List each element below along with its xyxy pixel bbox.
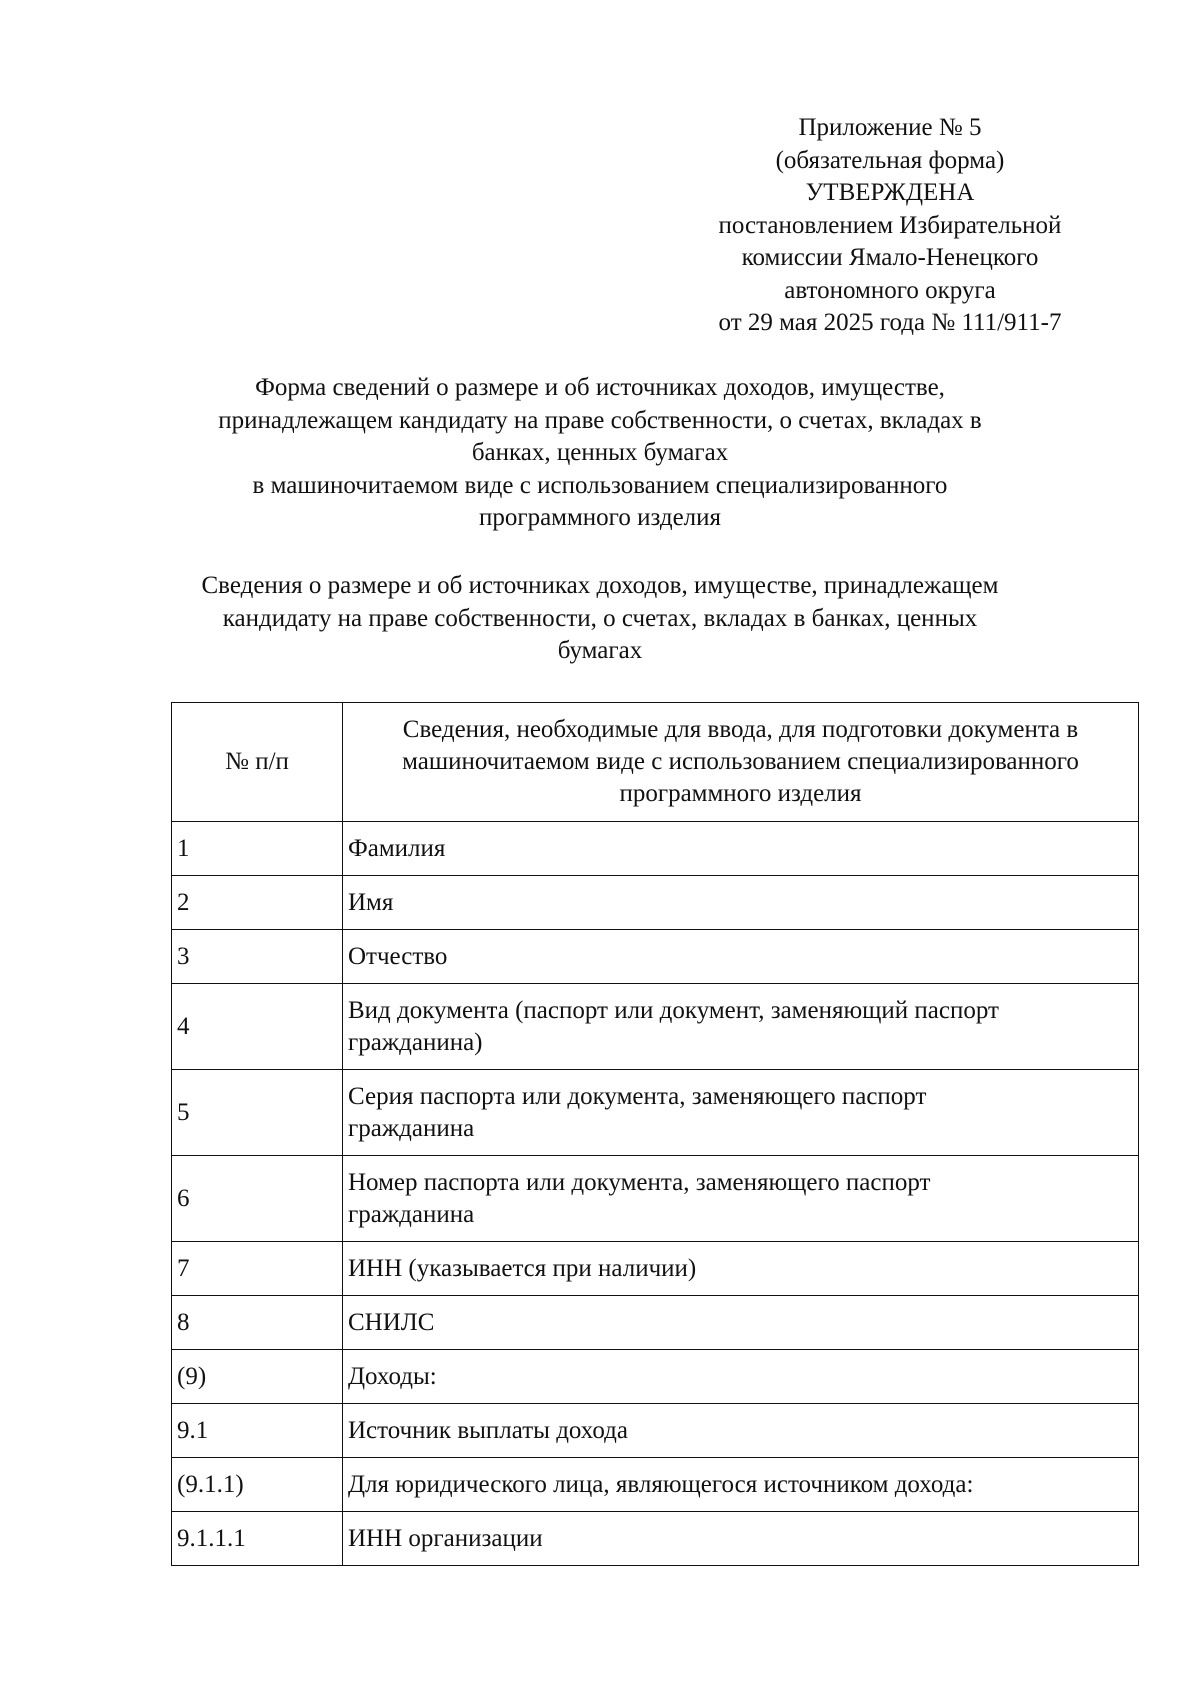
table-row (172, 1404, 1139, 1458)
data-fields-table (171, 702, 1139, 1566)
row-desc (343, 876, 1139, 930)
header-desc-line: программного изделия (619, 780, 862, 807)
row-num: 5 (172, 1070, 343, 1156)
row-desc-line: Источник выплаты дохода (348, 1416, 628, 1444)
table-row (172, 822, 1139, 876)
table-row (172, 1350, 1139, 1404)
row-desc (343, 1156, 1139, 1242)
form-title-line: программного изделия (478, 504, 722, 531)
header-desc-cell (343, 703, 1139, 822)
table-row (172, 876, 1139, 930)
row-desc-line: Отчество (348, 942, 448, 970)
table-row (172, 1512, 1139, 1566)
row-desc-line: Вид документа (паспорт или документ, заменяющий паспорт (348, 996, 999, 1024)
table-row (172, 1070, 1139, 1156)
appendix-line: Приложение № 5 (798, 114, 982, 141)
row-num: 4 (172, 984, 343, 1070)
appendix-line: автономного округа (784, 276, 996, 304)
row-desc (343, 1296, 1139, 1350)
section-title-line: кандидату на праве собственности, о счетах, вкладах в банках, ценных (222, 604, 978, 632)
section-title-line: Сведения о размере и об источниках доходов, имуществе, принадлежащем (201, 572, 999, 599)
row-num: 6 (172, 1156, 343, 1242)
form-title-line: в машиночитаемом виде с использованием специализированного (252, 471, 948, 499)
row-desc-line: Серия паспорта или документа, заменяющего паспорт (348, 1082, 927, 1110)
appendix-approval-block (660, 112, 1120, 340)
table-header-row (172, 703, 1139, 822)
table-row (172, 984, 1139, 1070)
row-num: 2 (172, 876, 343, 930)
row-desc-line: Имя (348, 888, 394, 916)
table-row (172, 930, 1139, 984)
section-title (150, 570, 1050, 668)
row-desc (343, 822, 1139, 876)
row-desc-line: ИНН организации (348, 1524, 543, 1552)
row-desc-line: гражданина (348, 1200, 475, 1228)
row-num: 3 (172, 930, 343, 984)
table-row (172, 1156, 1139, 1242)
header-desc-line: Сведения, необходимые для ввода, для подготовки документа в (402, 716, 1079, 743)
row-desc (343, 1350, 1139, 1404)
row-desc (343, 930, 1139, 984)
table-row (172, 1242, 1139, 1296)
form-title-line: банках, ценных бумагах (471, 439, 729, 466)
row-desc-line: Фамилия (348, 834, 446, 862)
table-row (172, 1296, 1139, 1350)
row-num: 9.1 (172, 1404, 343, 1458)
row-num: (9.1.1) (172, 1458, 343, 1512)
appendix-line: (обязательная форма) (775, 146, 1005, 174)
row-desc-line: Для юридического лица, являющегося источником дохода: (348, 1470, 974, 1498)
header-num-cell (172, 703, 343, 822)
appendix-line: УТВЕРЖДЕНА (805, 179, 975, 206)
appendix-line: комиссии Ямало-Ненецкого (741, 244, 1039, 271)
form-title-line: Форма сведений о размере и об источниках доходов, имуществе, (255, 374, 945, 401)
row-desc (343, 1512, 1139, 1566)
section-title-line: бумагах (557, 637, 643, 664)
form-title (150, 372, 1050, 535)
header-num: № п/п (225, 748, 289, 775)
row-desc-line: гражданина (348, 1114, 475, 1142)
row-desc-line: СНИЛС (348, 1308, 435, 1336)
row-desc (343, 984, 1139, 1070)
row-desc (343, 1404, 1139, 1458)
appendix-line: постановлением Избирательной (718, 211, 1062, 239)
form-title-line: принадлежащем кандидату на праве собственности, о счетах, вкладах в (218, 406, 982, 434)
header-desc-line: машиночитаемом виде с использованием специализированного (402, 748, 1079, 775)
table-row (172, 1458, 1139, 1512)
row-desc-line: Номер паспорта или документа, заменяющего паспорт (348, 1168, 931, 1196)
row-desc (343, 1242, 1139, 1296)
row-num: 1 (172, 822, 343, 876)
row-desc-line: ИНН (указывается при наличии) (348, 1254, 697, 1282)
row-desc-line: Доходы: (348, 1362, 437, 1390)
appendix-line: от 29 мая 2025 года № 111/911-7 (718, 309, 1062, 336)
row-num: (9) (172, 1350, 343, 1404)
row-num: 7 (172, 1242, 343, 1296)
row-num: 9.1.1.1 (172, 1512, 343, 1566)
row-desc (343, 1458, 1139, 1512)
row-desc-line: гражданина) (348, 1028, 483, 1056)
row-desc (343, 1070, 1139, 1156)
row-num: 8 (172, 1296, 343, 1350)
